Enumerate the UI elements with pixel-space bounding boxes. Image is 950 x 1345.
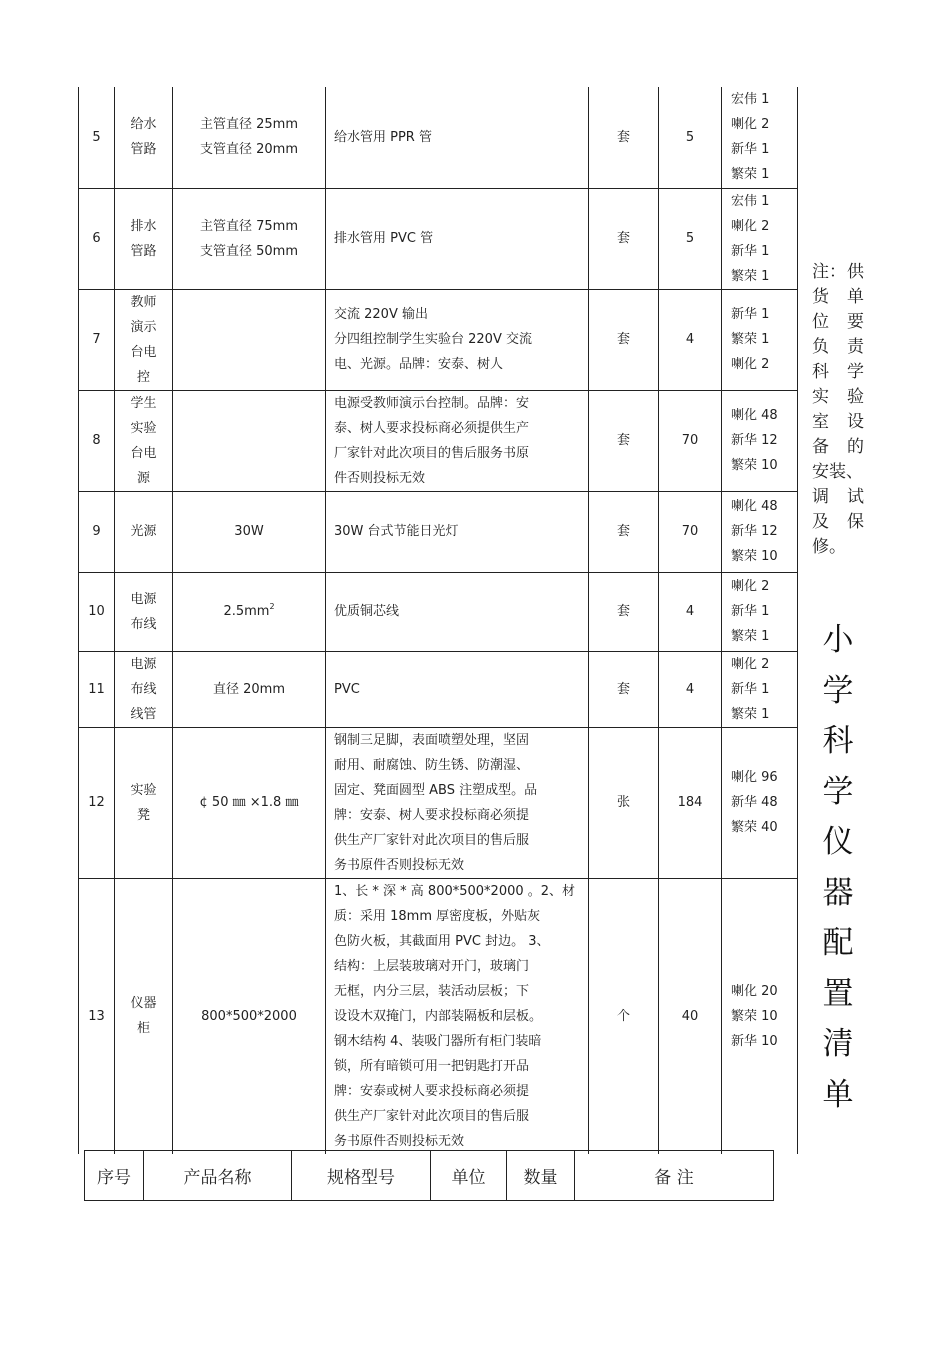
- remark: [722, 188, 798, 289]
- remark-line: 喇化 2: [731, 117, 770, 133]
- product-name: [115, 878, 173, 1154]
- side-title-char: 单: [822, 1076, 854, 1113]
- table-row: [79, 878, 798, 1154]
- quantity: 184: [659, 727, 722, 878]
- spec-superscript: 2: [269, 602, 275, 611]
- remark-line: 新华 48: [731, 795, 778, 810]
- product-name: [115, 651, 173, 727]
- description: [326, 390, 589, 491]
- side-note-text: 注：: [812, 262, 846, 282]
- description-line: 耐用、耐腐蚀、防生锈、防潮湿、: [334, 757, 530, 773]
- side-note-text: 室: [812, 412, 829, 432]
- remark-line: 新华 1: [731, 681, 770, 697]
- product-name-line: 实验: [130, 420, 157, 436]
- unit: 张: [589, 727, 659, 878]
- product-name-line: 管路: [130, 142, 157, 158]
- side-note-line: [812, 385, 864, 410]
- description-line: 设设木双掩门，内部装隔板和层板。: [334, 1008, 543, 1024]
- product-name-line: 电源: [130, 591, 157, 607]
- remark-line: 喇化 48: [731, 499, 778, 514]
- spec: [173, 878, 326, 1154]
- side-note-line: [812, 535, 864, 560]
- product-name: [115, 390, 173, 491]
- table-row: [79, 651, 798, 727]
- remark-line: 喇化 20: [731, 983, 778, 999]
- side-note-text: 调: [812, 487, 829, 507]
- side-note-text: 安装、: [812, 462, 863, 482]
- unit: 套: [589, 651, 659, 727]
- remark-line: 新华 1: [731, 307, 770, 322]
- product-name: [115, 87, 173, 188]
- description: [326, 878, 589, 1154]
- remark-line: 新华 10: [731, 1033, 778, 1049]
- remark-line: 喇化 2: [731, 579, 770, 594]
- remark-line: 新华 1: [731, 243, 770, 259]
- product-name-line: 线管: [130, 706, 157, 722]
- description-line: 务书原件否则投标无效: [334, 1133, 465, 1149]
- description-line: 结构：上层装玻璃对开门，玻璃门: [334, 958, 530, 974]
- remark-line: 繁荣 10: [731, 549, 778, 564]
- side-title-char: 器: [822, 874, 854, 911]
- product-name-line: 管路: [130, 243, 157, 259]
- table-row: [79, 727, 798, 878]
- spec-line: [173, 519, 325, 544]
- spec-text: 支管直径 50mm: [199, 243, 298, 259]
- remark-line: 繁荣 1: [731, 629, 770, 644]
- product-name-line: 光源: [130, 524, 157, 539]
- side-note-text: 设: [847, 412, 864, 432]
- spec-text: 主管直径 25mm: [199, 117, 298, 133]
- remark-line: 宏伟 1: [731, 92, 770, 108]
- quantity: 5: [659, 188, 722, 289]
- spec-line: [173, 599, 325, 624]
- table-body: [79, 87, 798, 1154]
- product-name-line: 台电: [130, 344, 157, 360]
- description-line: 质：采用 18mm 厚密度板，外贴灰: [334, 908, 541, 924]
- side-title-char: 学: [822, 773, 854, 810]
- side-note-text: 的: [847, 437, 864, 457]
- description-line: 30W 台式节能日光灯: [334, 524, 459, 539]
- row-index: 6: [79, 188, 115, 289]
- table-row: [79, 572, 798, 651]
- remark-line: 繁荣 40: [731, 820, 778, 835]
- spec-text: 800*500*2000: [201, 1008, 297, 1024]
- side-note-text: 单: [847, 287, 864, 307]
- spec: [173, 727, 326, 878]
- header-unit: 单位: [431, 1151, 507, 1201]
- description-line: 优质铜芯线: [334, 604, 400, 619]
- description-line: 电源受教师演示台控制。品牌：安: [334, 395, 530, 411]
- row-index: 11: [79, 651, 115, 727]
- quantity: 70: [659, 491, 722, 572]
- quantity: 4: [659, 289, 722, 390]
- remark: [722, 878, 798, 1154]
- product-name-line: 凳: [136, 807, 150, 823]
- description-line: 厂家针对此次项目的售后服务书原: [334, 445, 530, 461]
- remark-line: 喇化 2: [731, 656, 770, 672]
- description-line: 排水管用 PVC 管: [334, 231, 434, 246]
- unit: 套: [589, 289, 659, 390]
- spec-text: 30W: [234, 524, 264, 539]
- remark: [722, 572, 798, 651]
- row-index: 7: [79, 289, 115, 390]
- product-name-line: 实验: [130, 782, 157, 798]
- side-note: [812, 260, 864, 560]
- table-row: [79, 87, 798, 188]
- spec: [173, 651, 326, 727]
- quantity: 40: [659, 878, 722, 1154]
- spec-line: [173, 1004, 325, 1029]
- description: [326, 491, 589, 572]
- row-index: 5: [79, 87, 115, 188]
- remark-line: 繁荣 10: [731, 458, 778, 473]
- table-row: [79, 491, 798, 572]
- quantity: 4: [659, 651, 722, 727]
- remark-line: 喇化 48: [731, 408, 778, 423]
- product-name-line: 教师: [130, 294, 157, 310]
- unit: 个: [589, 878, 659, 1154]
- side-note-text: 要: [847, 312, 864, 332]
- description-line: 牌：安泰、树人要求投标商必须提: [334, 807, 530, 823]
- remark-line: 繁荣 1: [731, 706, 770, 722]
- side-title-char: 科: [822, 723, 854, 759]
- remark: [722, 390, 798, 491]
- row-index: 10: [79, 572, 115, 651]
- remark-line: 喇化 2: [731, 218, 770, 234]
- remark-line: 喇化 2: [731, 357, 770, 372]
- product-name-line: 学生: [130, 395, 157, 411]
- spec: [173, 491, 326, 572]
- description-line: PVC: [334, 681, 360, 697]
- spec-text: 主管直径 75mm: [199, 218, 298, 234]
- spec: [173, 188, 326, 289]
- description-line: 件否则投标无效: [334, 470, 426, 486]
- spec: [173, 390, 326, 491]
- side-note-line: [812, 410, 864, 435]
- unit: 套: [589, 188, 659, 289]
- description-line: 钢制三足脚，表面喷塑处理，坚固: [334, 732, 530, 748]
- product-name: [115, 727, 173, 878]
- remark: [722, 87, 798, 188]
- description: [326, 87, 589, 188]
- side-title-char: 清: [822, 1026, 854, 1062]
- side-title-char: 配: [822, 925, 854, 961]
- product-name-line: 控: [136, 369, 150, 385]
- header-spec: 规格型号: [292, 1151, 431, 1201]
- description: [326, 572, 589, 651]
- description-line: 锁，所有暗锁可用一把钥匙打开品: [334, 1058, 530, 1074]
- spec-text: ¢ 50 ㎜ ×1.8 ㎜: [199, 795, 299, 810]
- column-header-table: [84, 1150, 774, 1201]
- unit: 套: [589, 491, 659, 572]
- remark-line: 繁荣 1: [731, 167, 770, 183]
- unit: 套: [589, 390, 659, 491]
- spec-line: [173, 677, 325, 702]
- side-note-text: 科: [812, 362, 829, 382]
- side-note-text: 实: [812, 387, 829, 407]
- remark-line: 新华 12: [731, 433, 778, 448]
- side-note-line: [812, 510, 864, 535]
- description-line: 电、光源。品牌：安泰、树人: [334, 357, 504, 372]
- side-title-char: 学: [822, 672, 854, 709]
- description-line: 分四组控制学生实验台 220V 交流: [334, 332, 532, 347]
- side-note-text: 负: [812, 337, 829, 357]
- unit: 套: [589, 572, 659, 651]
- side-note-line: [812, 310, 864, 335]
- product-name: [115, 491, 173, 572]
- side-note-line: [812, 285, 864, 310]
- side-title-char: 小: [822, 622, 854, 658]
- product-name: [115, 572, 173, 651]
- header-product-name: 产品名称: [144, 1151, 292, 1201]
- description-line: 泰、树人要求投标商必须提供生产: [334, 420, 530, 436]
- product-name-line: 布线: [130, 681, 157, 697]
- side-note-text: 备: [812, 437, 829, 457]
- side-note-line: [812, 260, 864, 285]
- header-quantity: 数量: [507, 1151, 575, 1201]
- spec-line: [173, 239, 325, 264]
- row-index: 9: [79, 491, 115, 572]
- description-line: 供生产厂家针对此次项目的售后服: [334, 832, 530, 848]
- header-row: [85, 1151, 774, 1201]
- remark: [722, 491, 798, 572]
- side-note-line: [812, 335, 864, 360]
- header-index: 序号: [85, 1151, 144, 1201]
- side-note-text: 验: [847, 387, 864, 407]
- product-name: [115, 289, 173, 390]
- side-title: [818, 615, 858, 1120]
- description-line: 供生产厂家针对此次项目的售后服: [334, 1108, 530, 1124]
- product-name-line: 布线: [130, 616, 157, 632]
- side-note-text: 责: [847, 337, 864, 357]
- product-name-line: 柜: [136, 1021, 150, 1036]
- side-note-text: 试: [847, 487, 864, 507]
- remark-line: 宏伟 1: [731, 193, 770, 209]
- side-note-text: 及: [812, 512, 829, 532]
- remark: [722, 289, 798, 390]
- product-name-line: 给水: [130, 117, 157, 133]
- remark-line: 喇化 96: [731, 770, 778, 785]
- product-name-line: 电源: [130, 656, 157, 672]
- description-line: 钢木结构 4、装吸门器所有柜门装暗: [334, 1033, 542, 1049]
- side-note-text: 供: [847, 262, 864, 282]
- spec-line: [173, 112, 325, 137]
- side-note-text: 位: [812, 312, 829, 332]
- header-remark: 备 注: [575, 1151, 774, 1201]
- row-index: 8: [79, 390, 115, 491]
- product-name-line: 排水: [130, 218, 157, 234]
- description-line: 务书原件否则投标无效: [334, 857, 465, 873]
- side-note-text: 货: [812, 287, 829, 307]
- quantity: 4: [659, 572, 722, 651]
- table-row: [79, 390, 798, 491]
- spec-line: [173, 214, 325, 239]
- product-name-line: 仪器: [130, 996, 157, 1011]
- spec-line: [173, 137, 325, 162]
- spec: [173, 572, 326, 651]
- side-note-line: [812, 360, 864, 385]
- side-title-char: 仪: [822, 824, 854, 860]
- spec: [173, 289, 326, 390]
- spec-text: 直径 20mm: [212, 681, 285, 697]
- description-line: 牌：安泰或树人要求投标商必须提: [334, 1083, 530, 1099]
- spec-text: 支管直径 20mm: [199, 142, 298, 158]
- side-title-char: 置: [822, 975, 854, 1012]
- remark: [722, 727, 798, 878]
- description: [326, 289, 589, 390]
- product-name-line: 源: [136, 470, 150, 486]
- description: [326, 651, 589, 727]
- remark-line: 新华 1: [731, 142, 770, 158]
- row-index: 12: [79, 727, 115, 878]
- spec-line: [173, 790, 325, 815]
- side-note-text: 学: [847, 362, 864, 382]
- side-note-text: 修。: [812, 537, 846, 557]
- unit: 套: [589, 87, 659, 188]
- description-line: 固定、凳面圆型 ABS 注塑成型。品: [334, 782, 538, 798]
- remark: [722, 651, 798, 727]
- remark-line: 繁荣 1: [731, 268, 770, 284]
- table-row: [79, 188, 798, 289]
- side-note-line: [812, 485, 864, 510]
- remark-line: 新华 1: [731, 604, 770, 619]
- product-name-line: 台电: [130, 445, 157, 461]
- description-line: 无框，内分三层，装活动层板；下: [334, 983, 530, 999]
- spec: [173, 87, 326, 188]
- description-line: 给水管用 PPR 管: [334, 129, 432, 145]
- product-name-line: 演示: [130, 319, 157, 335]
- product-name: [115, 188, 173, 289]
- side-note-line: [812, 435, 864, 460]
- description: [326, 727, 589, 878]
- description-line: 交流 220V 输出: [334, 307, 428, 322]
- side-note-text: 保: [847, 512, 864, 532]
- remark-line: 新华 12: [731, 524, 778, 539]
- remark-line: 繁荣 10: [731, 1008, 778, 1024]
- table-row: [79, 289, 798, 390]
- description-line: 色防火板，其截面用 PVC 封边。 3、: [334, 933, 550, 949]
- remark-line: 繁荣 1: [731, 332, 770, 347]
- equipment-table: [78, 87, 798, 1154]
- spec-text: 2.5mm: [223, 604, 270, 619]
- quantity: 70: [659, 390, 722, 491]
- row-index: 13: [79, 878, 115, 1154]
- side-note-line: [812, 460, 864, 485]
- description: [326, 188, 589, 289]
- quantity: 5: [659, 87, 722, 188]
- description-line: 1、长 * 深 * 高 800*500*2000 。2、材: [334, 883, 576, 899]
